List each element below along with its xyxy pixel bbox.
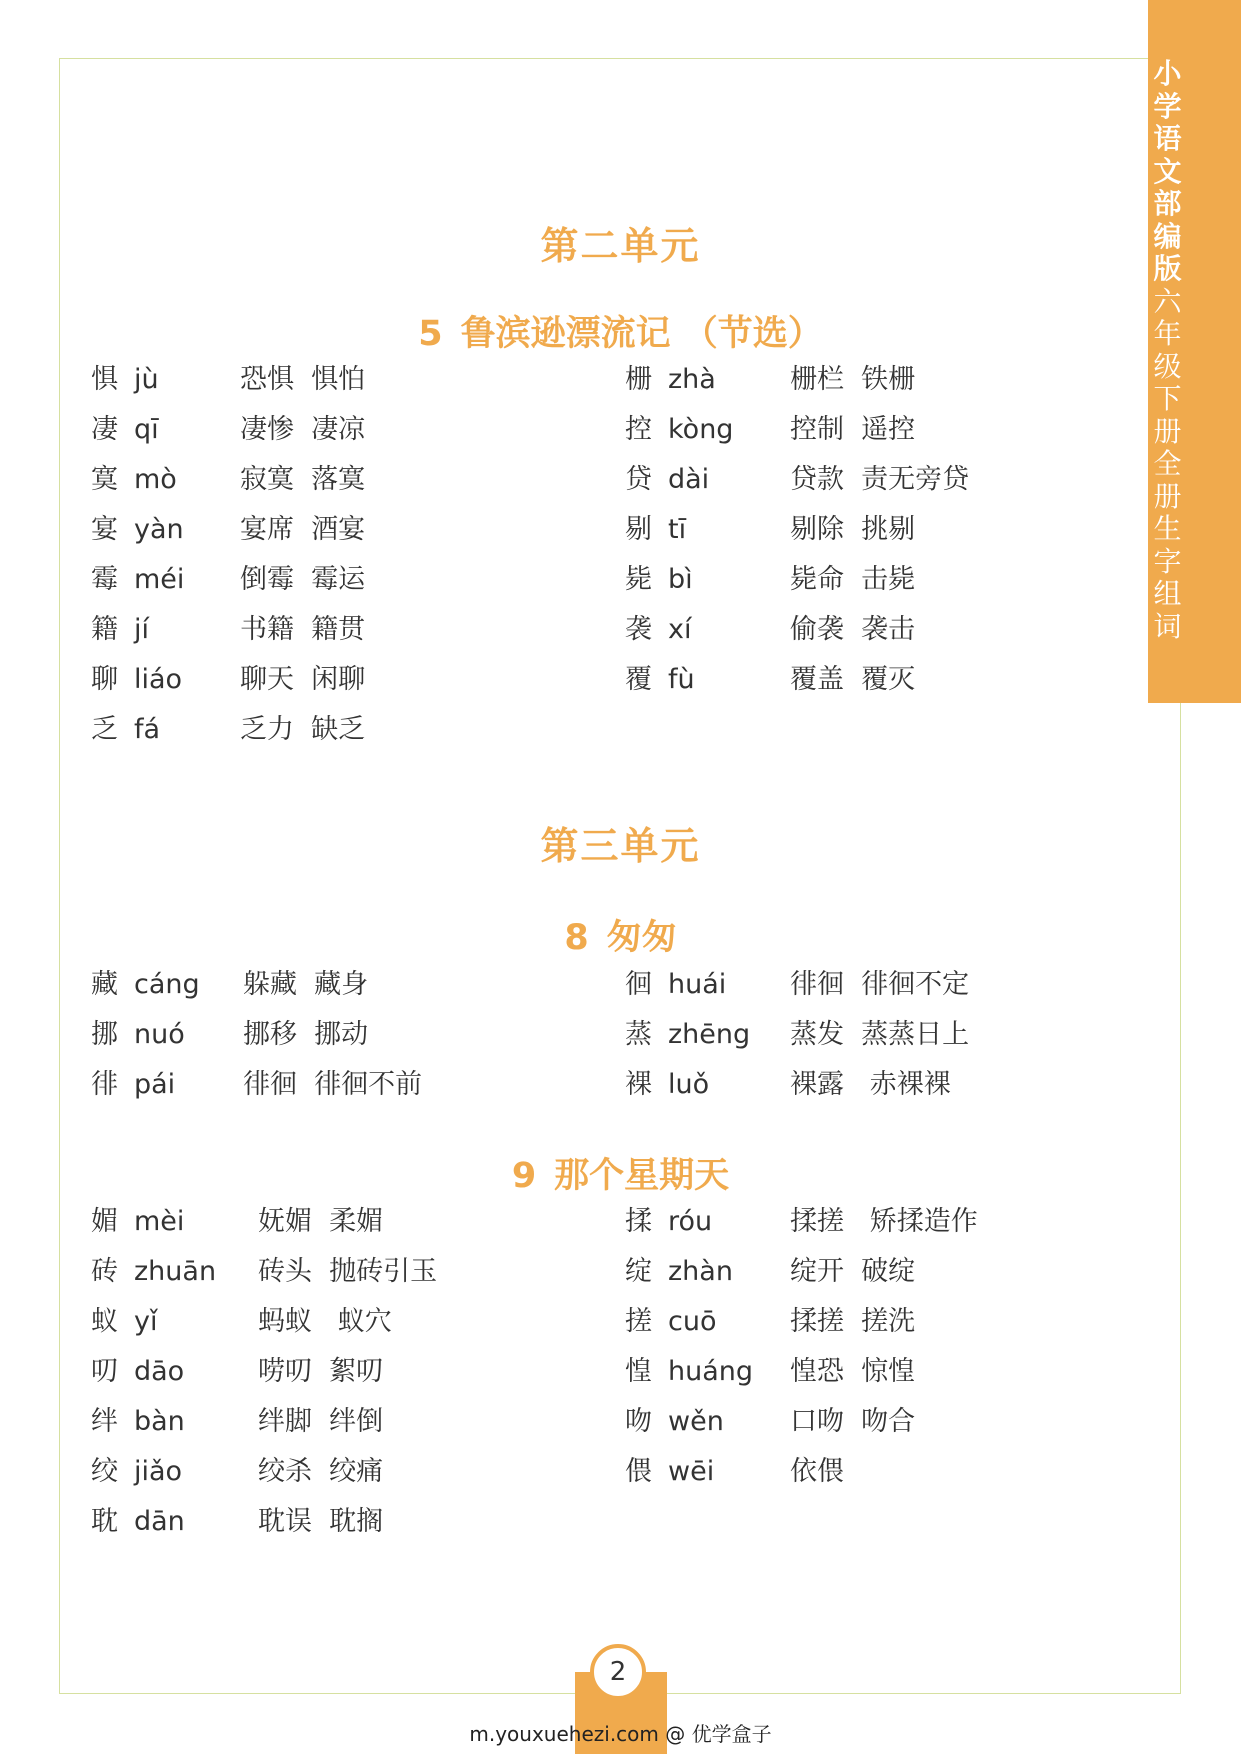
vocab-pinyin: dài — [668, 464, 710, 495]
vocab-pinyin: zhuān — [134, 1256, 217, 1287]
side-tab-char: 学 — [1153, 89, 1182, 123]
vocab-char: 寞 — [91, 464, 118, 495]
vocab-char: 砖 — [91, 1256, 118, 1287]
vocab-words: 倒霉 霉运 — [240, 564, 366, 595]
vocab-pinyin: huáng — [668, 1356, 754, 1387]
vocab-char: 绽 — [625, 1256, 652, 1287]
vocab-pinyin: huái — [668, 969, 727, 1000]
side-tab-char: 版 — [1153, 252, 1182, 285]
vocab-words: 徘徊 徘徊不前 — [243, 1069, 423, 1100]
vocab-words: 揉搓 矫揉造作 — [790, 1206, 978, 1237]
vocab-words: 裸露 赤裸裸 — [790, 1069, 951, 1100]
vocab-pinyin: cáng — [134, 969, 200, 1000]
vocab-char: 绞 — [91, 1456, 118, 1487]
vocab-char: 惶 — [625, 1356, 652, 1387]
vocab-pinyin: fù — [668, 664, 695, 695]
footer-source: m.youxuehezi.com @ 优学盒子 — [469, 1722, 772, 1746]
vocab-char: 惧 — [91, 364, 118, 395]
vocab-char: 宴 — [91, 514, 118, 545]
lesson-title-5 — [0, 306, 1241, 356]
vocab-char: 贷 — [625, 464, 652, 495]
vocab-pinyin: wěn — [668, 1406, 724, 1437]
vocab-pinyin: mò — [134, 464, 177, 495]
vocab-words: 贷款 责无旁贷 — [790, 464, 970, 495]
side-tab-char: 编 — [1153, 219, 1182, 253]
vocab-pinyin: wēi — [668, 1456, 715, 1487]
side-tab-char: 语 — [1153, 122, 1182, 155]
vocab-words: 唠叨 絮叨 — [258, 1356, 384, 1387]
vocab-words: 栅栏 铁栅 — [790, 364, 916, 395]
vocab-words: 绽开 破绽 — [790, 1256, 916, 1287]
side-tab-char: 文 — [1153, 154, 1182, 188]
side-tab-char: 部 — [1153, 187, 1182, 220]
vocab-words: 妩媚 柔媚 — [258, 1206, 384, 1237]
lesson-number: 9 — [511, 1156, 537, 1196]
vocab-char: 徊 — [625, 969, 652, 1000]
vocab-char: 籍 — [91, 614, 118, 645]
side-tab-char: 词 — [1153, 609, 1182, 643]
vocab-words: 乏力 缺乏 — [240, 714, 366, 745]
vocab-char: 蚁 — [91, 1306, 118, 1337]
vocab-pinyin: mèi — [134, 1206, 185, 1237]
vocab-pinyin: róu — [668, 1206, 713, 1237]
vocab-words: 偷袭 袭击 — [790, 614, 916, 645]
vocab-pinyin: dāo — [134, 1356, 185, 1387]
page-number: 2 — [590, 1644, 646, 1700]
vocab-pinyin: bàn — [134, 1406, 185, 1437]
vocab-char: 剔 — [625, 514, 652, 545]
vocab-pinyin: jù — [134, 364, 159, 395]
vocab-words: 惶恐 惊惶 — [790, 1356, 916, 1387]
vocab-words: 聊天 闲聊 — [240, 664, 366, 695]
vocab-words: 宴席 酒宴 — [240, 514, 366, 545]
vocab-words: 凄惨 凄凉 — [240, 414, 366, 445]
side-tab-char: 小 — [1153, 57, 1182, 90]
side-tab-char: 册 — [1153, 414, 1182, 448]
side-tab-char: 组 — [1153, 577, 1182, 610]
vocab-pinyin: luǒ — [668, 1069, 710, 1100]
side-tab-char: 下 — [1153, 382, 1182, 415]
lesson-name: 鲁滨逊漂流记 （节选） — [460, 314, 823, 354]
lesson-title-9 — [0, 1148, 1241, 1198]
vocab-pinyin: yàn — [134, 514, 184, 545]
vocab-pinyin: jí — [134, 614, 150, 645]
vocab-words: 绞杀 绞痛 — [258, 1456, 384, 1487]
vocab-pinyin: dān — [134, 1506, 185, 1537]
vocab-words: 依偎 — [790, 1456, 844, 1487]
lesson-title-8 — [0, 910, 1241, 960]
side-tab-char: 六 — [1153, 284, 1182, 318]
vocab-char: 蒸 — [625, 1019, 652, 1050]
vocab-pinyin: tī — [668, 514, 687, 545]
vocab-char: 控 — [625, 414, 652, 445]
lesson-number: 5 — [418, 314, 443, 354]
vocab-char: 揉 — [625, 1206, 652, 1237]
vocab-char: 偎 — [625, 1456, 652, 1487]
vocab-pinyin: méi — [134, 564, 185, 595]
vocab-words: 控制 遥控 — [790, 414, 916, 445]
vocab-char: 绊 — [91, 1406, 118, 1437]
vocab-words: 剔除 挑剔 — [790, 514, 916, 545]
vocab-char: 栅 — [625, 364, 652, 395]
vocab-char: 叨 — [91, 1356, 118, 1387]
unit-title-3: 第三单元 — [540, 824, 701, 868]
vocab-char: 毙 — [625, 564, 652, 595]
vocab-words: 蚂蚁 蚁穴 — [258, 1306, 392, 1337]
vocab-pinyin: qī — [134, 414, 159, 445]
vocab-char: 乏 — [91, 714, 118, 745]
page-frame — [59, 58, 1181, 1694]
vocab-words: 书籍 籍贯 — [240, 614, 366, 645]
vocab-pinyin: fá — [134, 714, 161, 745]
vocab-words: 蒸发 蒸蒸日上 — [790, 1019, 970, 1050]
vocab-char: 耽 — [91, 1506, 118, 1537]
vocab-words: 揉搓 搓洗 — [790, 1306, 916, 1337]
vocab-pinyin: bì — [668, 564, 693, 595]
side-tab-char: 年 — [1153, 317, 1182, 350]
side-tab-char: 级 — [1153, 349, 1182, 383]
vocab-char: 吻 — [625, 1406, 652, 1437]
vocab-words: 徘徊 徘徊不定 — [790, 969, 970, 1000]
vocab-pinyin: kòng — [668, 414, 734, 445]
vocab-char: 霉 — [91, 564, 118, 595]
vocab-pinyin: zhēng — [668, 1019, 751, 1050]
side-tab-char: 全 — [1153, 447, 1182, 480]
vocab-char: 徘 — [91, 1069, 118, 1100]
vocab-char: 搓 — [625, 1306, 652, 1337]
side-tab-char: 生 — [1153, 512, 1182, 545]
vocab-char: 袭 — [625, 614, 652, 645]
vocab-words: 躲藏 藏身 — [243, 969, 369, 1000]
vocab-char: 挪 — [91, 1019, 118, 1050]
vocab-words: 砖头 抛砖引玉 — [258, 1256, 438, 1287]
vocab-pinyin: nuó — [134, 1019, 185, 1050]
vocab-char: 藏 — [91, 969, 118, 1000]
vocab-pinyin: zhà — [668, 364, 716, 395]
vocab-pinyin: zhàn — [668, 1256, 733, 1287]
side-tab-char: 册 — [1153, 479, 1182, 513]
vocab-pinyin: xí — [668, 614, 692, 645]
vocab-words: 挪移 挪动 — [243, 1019, 369, 1050]
vocab-char: 聊 — [91, 664, 118, 695]
vocab-pinyin: jiǎo — [134, 1456, 183, 1487]
vocab-char: 凄 — [91, 414, 118, 445]
vocab-pinyin: pái — [134, 1069, 176, 1100]
vocab-words: 毙命 击毙 — [790, 564, 916, 595]
vocab-words: 绊脚 绊倒 — [258, 1406, 384, 1437]
side-tab-char: 字 — [1153, 544, 1182, 578]
vocab-pinyin: liáo — [134, 664, 183, 695]
vocab-words: 恐惧 惧怕 — [240, 364, 366, 395]
vocab-words: 口吻 吻合 — [790, 1406, 916, 1437]
vocab-words: 覆盖 覆灭 — [790, 664, 916, 695]
vocab-char: 媚 — [91, 1206, 118, 1237]
lesson-name: 那个星期天 — [554, 1156, 730, 1196]
lesson-number: 8 — [564, 918, 589, 958]
vocab-pinyin: yǐ — [134, 1306, 158, 1337]
vocab-words: 寂寞 落寞 — [240, 464, 366, 495]
vocab-words: 耽误 耽搁 — [258, 1506, 384, 1537]
vocab-pinyin: cuō — [668, 1306, 717, 1337]
vocab-char: 覆 — [625, 664, 652, 695]
unit-title-2: 第二单元 — [540, 224, 701, 268]
vocab-char: 裸 — [625, 1069, 652, 1100]
lesson-name: 匆匆 — [606, 918, 677, 958]
